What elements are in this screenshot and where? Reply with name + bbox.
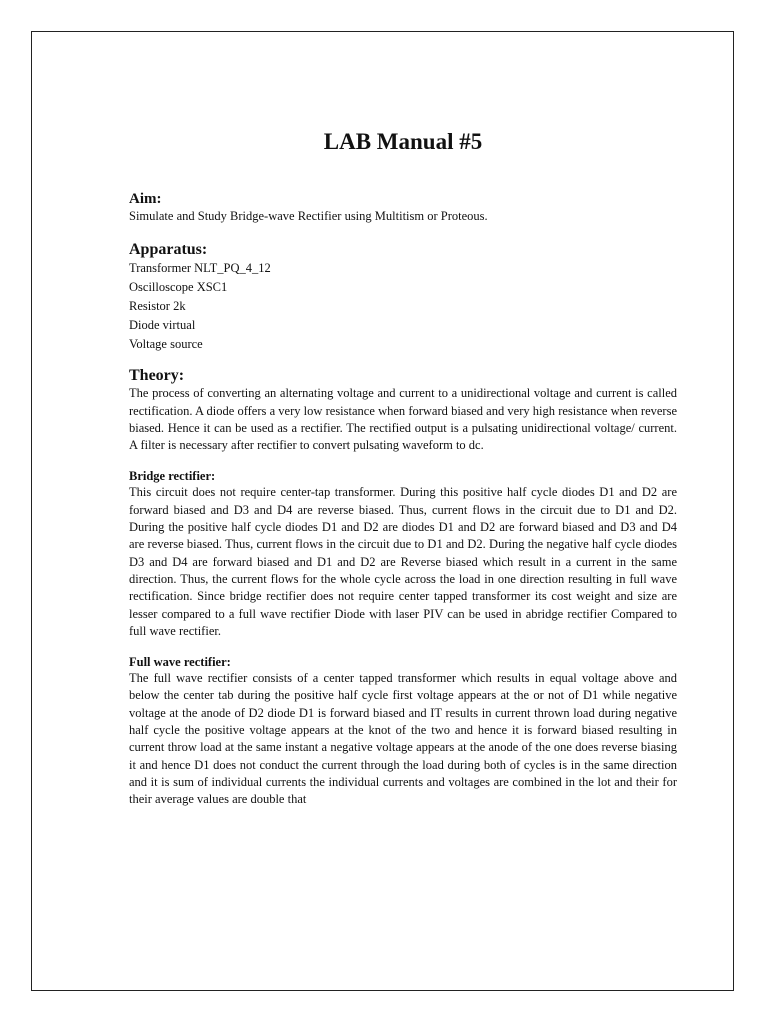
apparatus-item: Diode virtual	[129, 318, 196, 333]
bridge-rectifier-heading: Bridge rectifier:	[129, 469, 216, 484]
document-content	[129, 128, 677, 809]
theory-heading: Theory:	[129, 367, 185, 385]
aim-heading: Aim:	[129, 191, 162, 207]
apparatus-heading: Apparatus:	[129, 241, 208, 259]
document-page	[31, 31, 734, 991]
apparatus-list	[129, 259, 677, 354]
page-title: LAB Manual #5	[323, 129, 483, 154]
apparatus-item: Voltage source	[129, 337, 203, 352]
aim-text: Simulate and Study Bridge-wave Rectifier using Multitism or Proteous.	[129, 209, 488, 223]
bridge-rectifier-text: This circuit does not require center-tap transformer. During this positive half cycle diodes D1 and D2 are forward biased and D3 and D4 are reverse biased. Thus, current flows in the circuit due to D1 and D2. During the positive half cycle diodes D1 and D2 are diodes D1 and D2 are forward biased and D3 and D4 are reverse biased. Thus, current flows in the circuit due to D1 and D2. During the negative half cycle diodes D3 and D4 are forward biased and D1 and D2 are Reverse biased which result in a current in the same direction. Thus, the current flows for the whole cycle across the load in one direction resulting in full wave rectification. Since bridge rectifier does not require center tapped transformer its cost weight and size are lesser compared to a full wave rectifier Diode with laser PIV can be used in abridge rectifier Compared to full wave rectifier.	[129, 485, 677, 638]
apparatus-item: Resistor 2k	[129, 299, 186, 314]
apparatus-item: Oscilloscope XSC1	[129, 280, 228, 295]
apparatus-item: Transformer NLT_PQ_4_12	[129, 261, 271, 276]
full-wave-rectifier-text: The full wave rectifier consists of a center tapped transformer which results in equal voltage above and below the center tab during the positive half cycle first voltage appears at the or not of D1 while negative voltage at the anode of D2 diode D1 is forward biased and IT results in current thrown load during negative half cycle the positive voltage appears at the knot of the two and hence it is forward biased resulting in current throw load at the same instant a negative voltage appears at the anode of the one does reverse biasing it and hence D1 does not conduct the current through the load during both of cycles is in the same direction and it is sum of individual currents the individual currents and voltages are combined in the lot and their for their average values are double that	[129, 671, 677, 807]
theory-text: The process of converting an alternating voltage and current to a unidirectional voltage and current is called rectification. A diode offers a very low resistance when forward biased and very high resistance when reverse biased. Hence it can be used as a rectifier. The rectified output is a pulsating unidirectional voltage/ current. A filter is necessary after rectifier to convert pulsating waveform to dc.	[129, 386, 677, 453]
full-wave-rectifier-heading: Full wave rectifier:	[129, 655, 231, 670]
